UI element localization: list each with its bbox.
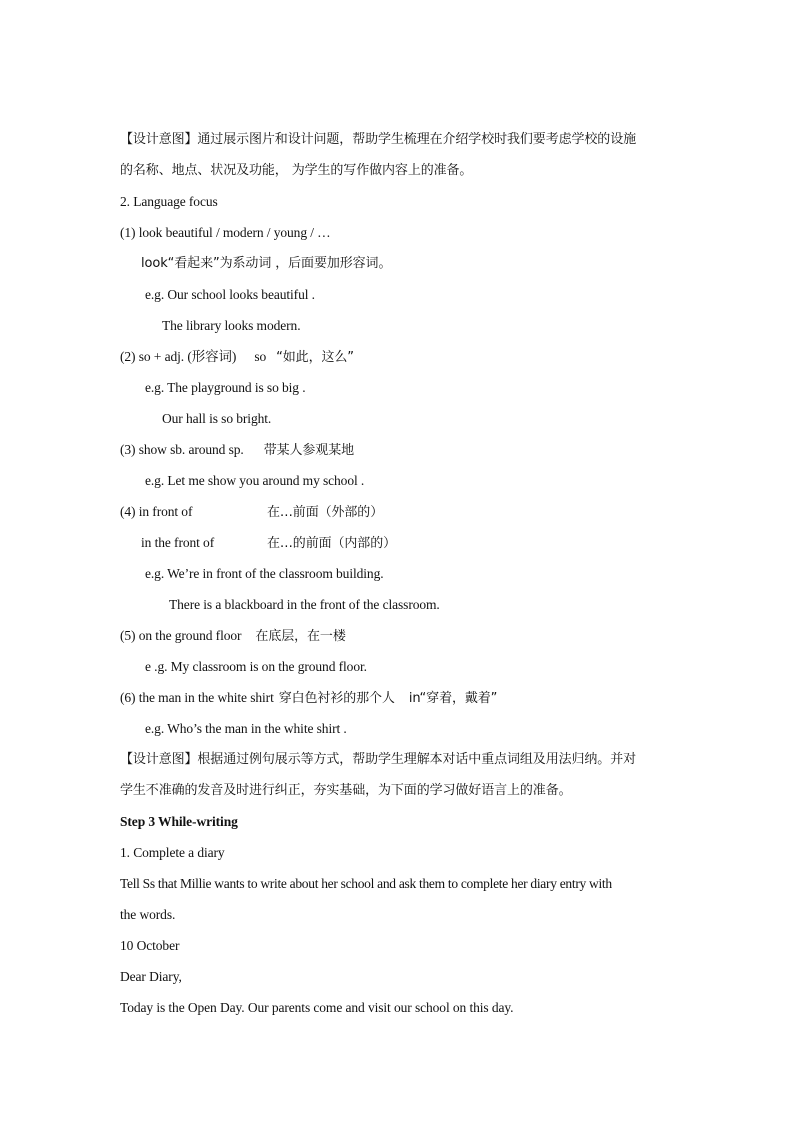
instruction-text: the words. <box>120 907 176 922</box>
diary-date: 10 October <box>120 938 180 953</box>
item-heading <box>120 341 680 372</box>
item-heading <box>120 620 680 651</box>
item-meaning: “如此，这么” <box>276 350 354 365</box>
item-phrase: (6) the man in the white shirt <box>120 690 274 705</box>
item-heading: (1) look beautiful / modern / young / … <box>120 225 331 240</box>
item-meaning: 带某人参观某地 <box>263 443 355 458</box>
design-intent-line: 的名称、地点、状况及功能， 为学生的写作做内容上的准备。 <box>120 163 473 178</box>
instruction-text: Tell Ss that Millie wants to write about her school and ask them to complete her diary entry with <box>120 876 612 891</box>
example-sentence: Our hall is so bright. <box>162 411 272 426</box>
section-heading: 2. Language focus <box>120 194 218 209</box>
step-heading: Step 3 While-writing <box>120 814 238 829</box>
example-sentence: The library looks modern. <box>162 318 301 333</box>
item-note: look“看起来”为系动词 ，后面要加形容词。 <box>141 256 392 271</box>
item-heading <box>120 682 680 713</box>
item-subheading <box>120 527 680 558</box>
item-meaning: 在底层，在一楼 <box>255 629 346 644</box>
item-meaning: 穿白色衬衫的那个人 <box>278 691 395 706</box>
item-heading <box>120 496 680 527</box>
document-page <box>120 124 680 1023</box>
example-sentence: e.g. We’re in front of the classroom building. <box>145 566 384 581</box>
item-heading <box>120 434 680 465</box>
diary-body: Today is the Open Day. Our parents come and visit our school on this day. <box>120 1000 514 1015</box>
design-intent-line: 【设计意图】根据通过例句展示等方式，帮助学生理解本对话中重点词组及用法归纳。并对 <box>120 752 637 767</box>
item-note: in“穿着，戴着” <box>408 691 498 706</box>
item-meaning: 在…前面（外部的） <box>267 505 384 520</box>
design-intent-line: 【设计意图】通过展示图片和设计问题，帮助学生梳理在介绍学校时我们要考虑学校的设施 <box>120 132 637 147</box>
item-phrase: (2) so + adj. (形容词) <box>120 349 237 364</box>
item-keyword: so <box>254 349 267 364</box>
diary-greeting: Dear Diary, <box>120 969 182 984</box>
example-sentence: e .g. My classroom is on the ground floor. <box>145 659 367 674</box>
item-phrase: in the front of <box>141 535 215 550</box>
example-sentence: e.g. The playground is so big . <box>145 380 306 395</box>
example-sentence: There is a blackboard in the front of the classroom. <box>169 597 440 612</box>
item-phrase: (5) on the ground floor <box>120 628 242 643</box>
design-intent-line: 学生不准确的发音及时进行纠正，夯实基础，为下面的学习做好语言上的准备。 <box>120 783 572 798</box>
item-phrase: (4) in front of <box>120 504 193 519</box>
item-meaning: 在…的前面（内部的） <box>267 536 397 551</box>
example-sentence: e.g. Our school looks beautiful . <box>145 287 315 302</box>
example-sentence: e.g. Let me show you around my school . <box>145 473 365 488</box>
item-phrase: (3) show sb. around sp. <box>120 442 244 457</box>
example-sentence: e.g. Who’s the man in the white shirt . <box>145 721 347 736</box>
section-subheading: 1. Complete a diary <box>120 845 225 860</box>
